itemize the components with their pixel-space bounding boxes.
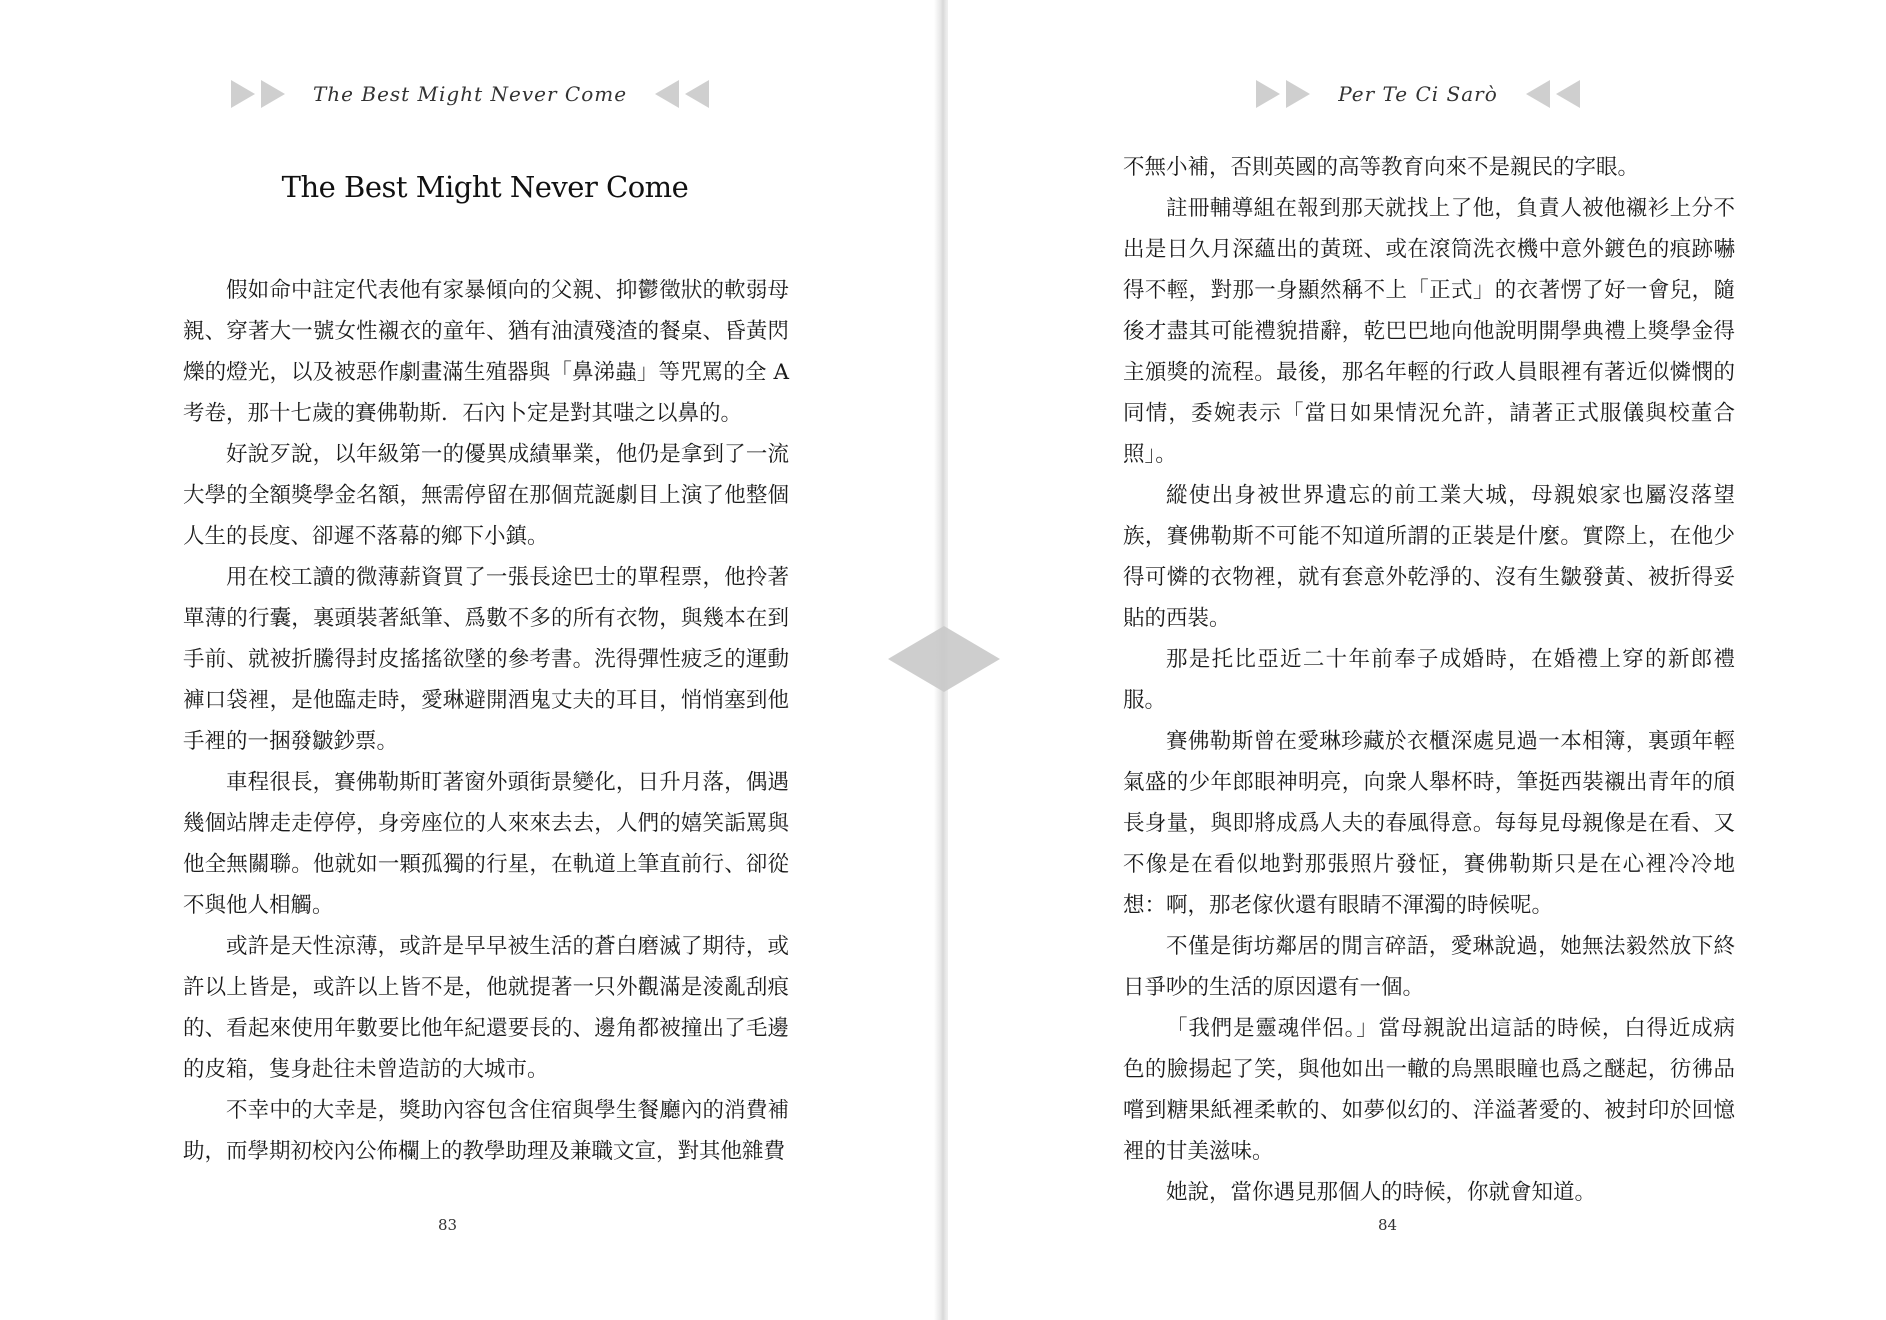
double-right-triangle-icon <box>1256 80 1316 108</box>
running-head-title: The Best Might Never Come <box>312 82 628 106</box>
paragraph: 賽佛勒斯曾在愛琳珍藏於衣櫃深處見過一本相簿，裏頭年輕氣盛的少年郎眼神明亮，向衆人舉杯時，筆挺西裝襯出青年的頎長身量，與即將成爲人夫的春風得意。每每見母親像是在看、又不像是在看似地對那張照片發怔，賽佛勒斯只是在心裡冷冷地想：啊，那老傢伙還有眼睛不渾濁的時候呢。 <box>1123 729 1735 918</box>
paragraph: 假如命中註定代表他有家暴傾向的父親、抑鬱徵狀的軟弱母親、穿著大一號女性襯衣的童年、猶有油漬殘渣的餐桌、昏黃閃爍的燈光，以及被惡作劇畫滿生殖器與「鼻涕蟲」等咒罵的全 A 考卷，那十七歲的賽佛勒斯．石內卜定是對其嗤之以鼻的。 <box>183 278 789 426</box>
left-page <box>0 0 938 1320</box>
running-head-right <box>1188 74 1648 114</box>
right-page <box>948 0 1886 1320</box>
double-left-triangle-icon <box>649 80 709 108</box>
paragraph: 她說，當你遇見那個人的時候，你就會知道。 <box>1166 1180 1597 1205</box>
chapter-title: The Best Might Never Come <box>281 170 689 204</box>
paragraph-continued: 不無小補，否則英國的高等教育向來不是親民的字眼。 <box>1123 155 1640 180</box>
body-text-right <box>1123 147 1735 1213</box>
paragraph: 車程很長，賽佛勒斯盯著窗外頭街景變化，日升月落，偶遇幾個站牌走走停停，身旁座位的人來來去去，人們的嬉笑詬罵與他全無關聯。他就如一顆孤獨的行星，在軌道上筆直前行、卻從不與他人相觸。 <box>183 770 789 918</box>
paragraph: 不僅是街坊鄰居的閒言碎語，愛琳說過，她無法毅然放下終日爭吵的生活的原因還有一個。 <box>1123 934 1735 1000</box>
paragraph: 或許是天性涼薄，或許是早早被生活的蒼白磨滅了期待，或許以上皆是，或許以上皆不是，他就提著一只外觀滿是淩亂刮痕的、看起來使用年數要比他年紀還要長的、邊角都被撞出了毛邊的皮箱，隻身赴往未曾造訪的大城市。 <box>183 934 789 1082</box>
diamond-page-turn-icon[interactable] <box>888 626 1000 692</box>
paragraph: 不幸中的大幸是，獎助內容包含住宿與學生餐廳內的消費補助，而學期初校內公佈欄上的教學助理及兼職文宣，對其他雜費 <box>183 1098 789 1164</box>
page-number-left: 83 <box>438 1216 458 1234</box>
paragraph: 用在校工讀的微薄薪資買了一張長途巴士的單程票，他拎著單薄的行囊，裏頭裝著紙筆、爲數不多的所有衣物，與幾本在到手前、就被折騰得封皮搖搖欲墜的參考書。洗得彈性疲乏的運動褲口袋裡，是他臨走時，愛琳避開酒鬼丈夫的耳目，悄悄塞到他手裡的一捆發皺鈔票。 <box>183 565 789 754</box>
body-text-left <box>183 270 789 1172</box>
running-head-left <box>240 74 700 114</box>
paragraph: 好說歹說，以年級第一的優異成績畢業，他仍是拿到了一流大學的全額獎學金名額，無需停留在那個荒誕劇目上演了他整個人生的長度、卻遲不落幕的鄉下小鎮。 <box>183 442 789 549</box>
double-left-triangle-icon <box>1520 80 1580 108</box>
paragraph: 那是托比亞近二十年前奉子成婚時，在婚禮上穿的新郎禮服。 <box>1123 647 1735 713</box>
paragraph: 註冊輔導組在報到那天就找上了他，負責人被他襯衫上分不出是日久月深蘊出的黃斑、或在滾筒洗衣機中意外鍍色的痕跡嚇得不輕，對那一身顯然稱不上「正式」的衣著愣了好一會兒，隨後才盡其可能禮貌措辭，乾巴巴地向他說明開學典禮上獎學金得主頒獎的流程。最後，那名年輕的行政人員眼裡有著近似憐憫的同情，委婉表示「當日如果情況允許，請著正式服儀與校董合照」。 <box>1123 196 1735 467</box>
double-right-triangle-icon <box>231 80 291 108</box>
page-number-right: 84 <box>1378 1216 1398 1234</box>
paragraph: 縱使出身被世界遺忘的前工業大城，母親娘家也屬沒落望族，賽佛勒斯不可能不知道所謂的正裝是什麼。實際上，在他少得可憐的衣物裡，就有套意外乾淨的、沒有生皺發黃、被折得妥貼的西裝。 <box>1123 483 1735 631</box>
paragraph: 「我們是靈魂伴侶。」當母親說出這話的時候，白得近成病色的臉揚起了笑，與他如出一轍的烏黑眼瞳也爲之醚起，彷彿品嚐到糖果紙裡柔軟的、如夢似幻的、洋溢著愛的、被封印於回憶裡的甘美滋味。 <box>1123 1016 1735 1164</box>
running-head-title: Per Te Ci Sarò <box>1338 82 1498 106</box>
